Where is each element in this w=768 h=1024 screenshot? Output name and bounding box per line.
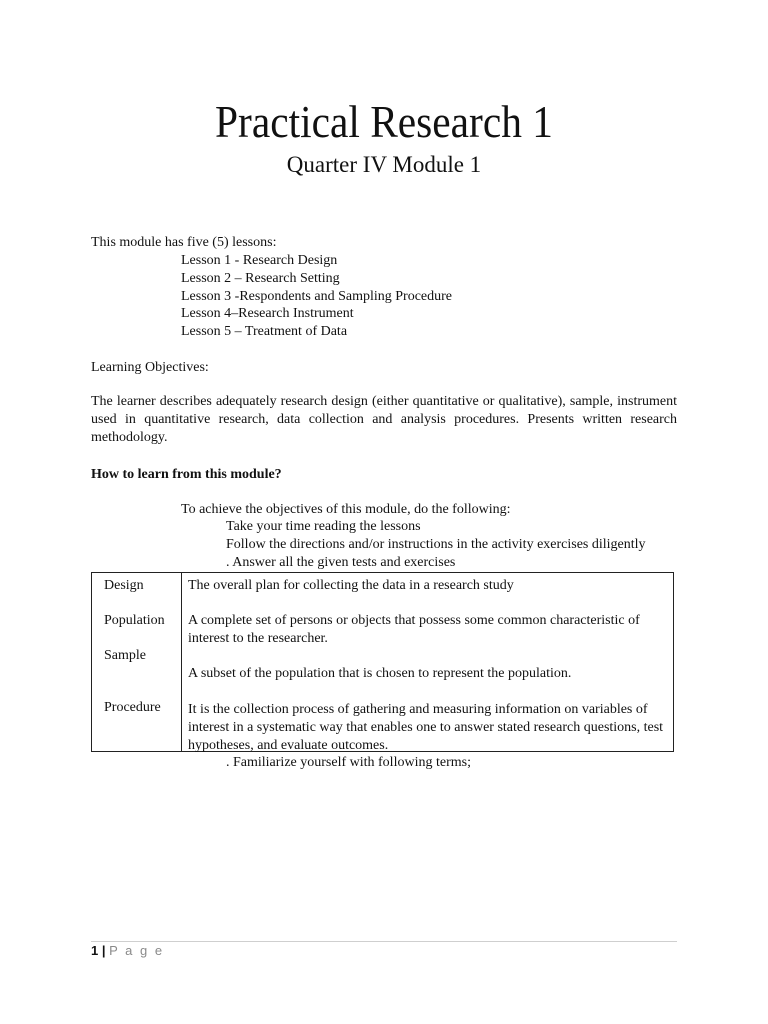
how-to-learn-heading: How to learn from this module? bbox=[91, 467, 282, 482]
term-population: Population bbox=[104, 613, 165, 628]
page-separator: | bbox=[101, 943, 106, 958]
term-design: Design bbox=[104, 578, 144, 593]
document-title: Practical Research 1 bbox=[215, 96, 553, 147]
definition-design: The overall plan for collecting the data in a research study bbox=[188, 578, 514, 593]
document-subtitle: Quarter IV Module 1 bbox=[286, 152, 482, 177]
lesson-item: Lesson 1 - Research Design bbox=[181, 253, 338, 268]
page-footer bbox=[91, 943, 164, 959]
step-item: . Answer all the given tests and exercises bbox=[226, 555, 456, 570]
lesson-item: Lesson 4–Research Instrument bbox=[181, 306, 354, 321]
objectives-paragraph: The learner describes adequately research design (either quantitative or qualitative), sample, instrument used in quantitative research, data collection and analysis procedures. Presents written research methodology. bbox=[91, 394, 677, 445]
lesson-item: Lesson 2 – Research Setting bbox=[181, 271, 340, 286]
page-label: P a g e bbox=[109, 943, 165, 958]
definition-population: A complete set of persons or objects that possess some common characteristic of interest to the researcher. bbox=[188, 613, 640, 646]
lesson-item: Lesson 3 -Respondents and Sampling Procedure bbox=[181, 289, 453, 304]
column-divider bbox=[181, 573, 182, 751]
objectives-heading: Learning Objectives: bbox=[91, 360, 209, 375]
how-to-learn-intro: To achieve the objectives of this module, do the following: bbox=[181, 502, 511, 517]
lesson-item: Lesson 5 – Treatment of Data bbox=[181, 324, 348, 339]
step-item: Take your time reading the lessons bbox=[226, 519, 421, 534]
definition-procedure: It is the collection process of gathering and measuring information on variables of interest in a systematic way that enables one to answer stated research questions, test hypotheses, and evaluate outcomes. bbox=[188, 702, 664, 753]
term-sample: Sample bbox=[104, 648, 146, 663]
familiarize-note: . Familiarize yourself with following terms; bbox=[226, 755, 471, 770]
page-number: 1 bbox=[91, 943, 99, 958]
terms-table bbox=[91, 572, 674, 752]
term-procedure: Procedure bbox=[104, 700, 161, 715]
footer-divider bbox=[91, 941, 677, 942]
definition-sample: A subset of the population that is chosen to represent the population. bbox=[188, 666, 572, 681]
lessons-intro: This module has five (5) lessons: bbox=[91, 235, 277, 250]
step-item: Follow the directions and/or instructions in the activity exercises diligently bbox=[226, 537, 646, 552]
